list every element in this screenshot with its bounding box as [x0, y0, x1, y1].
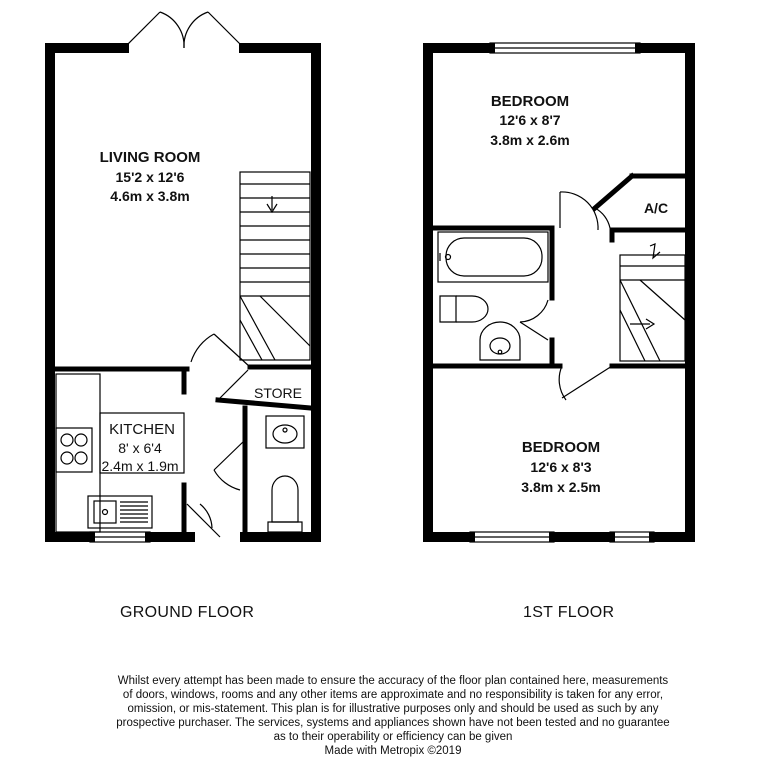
disclaimer-line: omission, or mis-statement. This plan is for illustrative purposes only and should be used as such by any — [127, 703, 659, 715]
ground-floor-plan — [50, 12, 316, 542]
bedroom-2-metric: 3.8m x 2.5m — [521, 479, 601, 495]
first-floor-label: 1ST FLOOR — [523, 604, 615, 621]
kitchen-name: KITCHEN — [109, 421, 175, 438]
bedroom-1-metric: 3.8m x 2.6m — [490, 132, 570, 148]
ground-floor-label: GROUND FLOOR — [120, 604, 255, 621]
kitchen-imperial: 8' x 6'4 — [118, 440, 162, 456]
disclaimer-line: Whilst every attempt has been made to ensure the accuracy of the floor plan contained here, measurements — [117, 675, 669, 687]
living-room-metric: 4.6m x 3.8m — [110, 188, 190, 204]
disclaimer-line: of doors, windows, rooms and any other items are approximate and no responsibility is taken for any error, — [122, 689, 664, 701]
disclaimer-credit: Made with Metropix ©2019 — [324, 745, 462, 757]
living-room-name: LIVING ROOM — [99, 149, 201, 166]
living-room-imperial: 15'2 x 12'6 — [115, 169, 185, 185]
airing-cupboard-name: A/C — [643, 200, 669, 216]
disclaimer-line: prospective purchaser. The services, systems and appliances shown have not been tested and no guarantee — [116, 717, 670, 729]
kitchen-metric: 2.4m x 1.9m — [101, 458, 179, 474]
disclaimer-line: as to their operability or efficiency can be given — [273, 731, 513, 743]
bedroom-2-imperial: 12'6 x 8'3 — [530, 459, 592, 475]
bedroom-1-name: BEDROOM — [490, 93, 570, 110]
bedroom-2-name: BEDROOM — [521, 439, 601, 456]
bedroom-1-imperial: 12'6 x 8'7 — [499, 112, 561, 128]
disclaimer-text — [60, 674, 726, 758]
store-name: STORE — [254, 385, 302, 401]
